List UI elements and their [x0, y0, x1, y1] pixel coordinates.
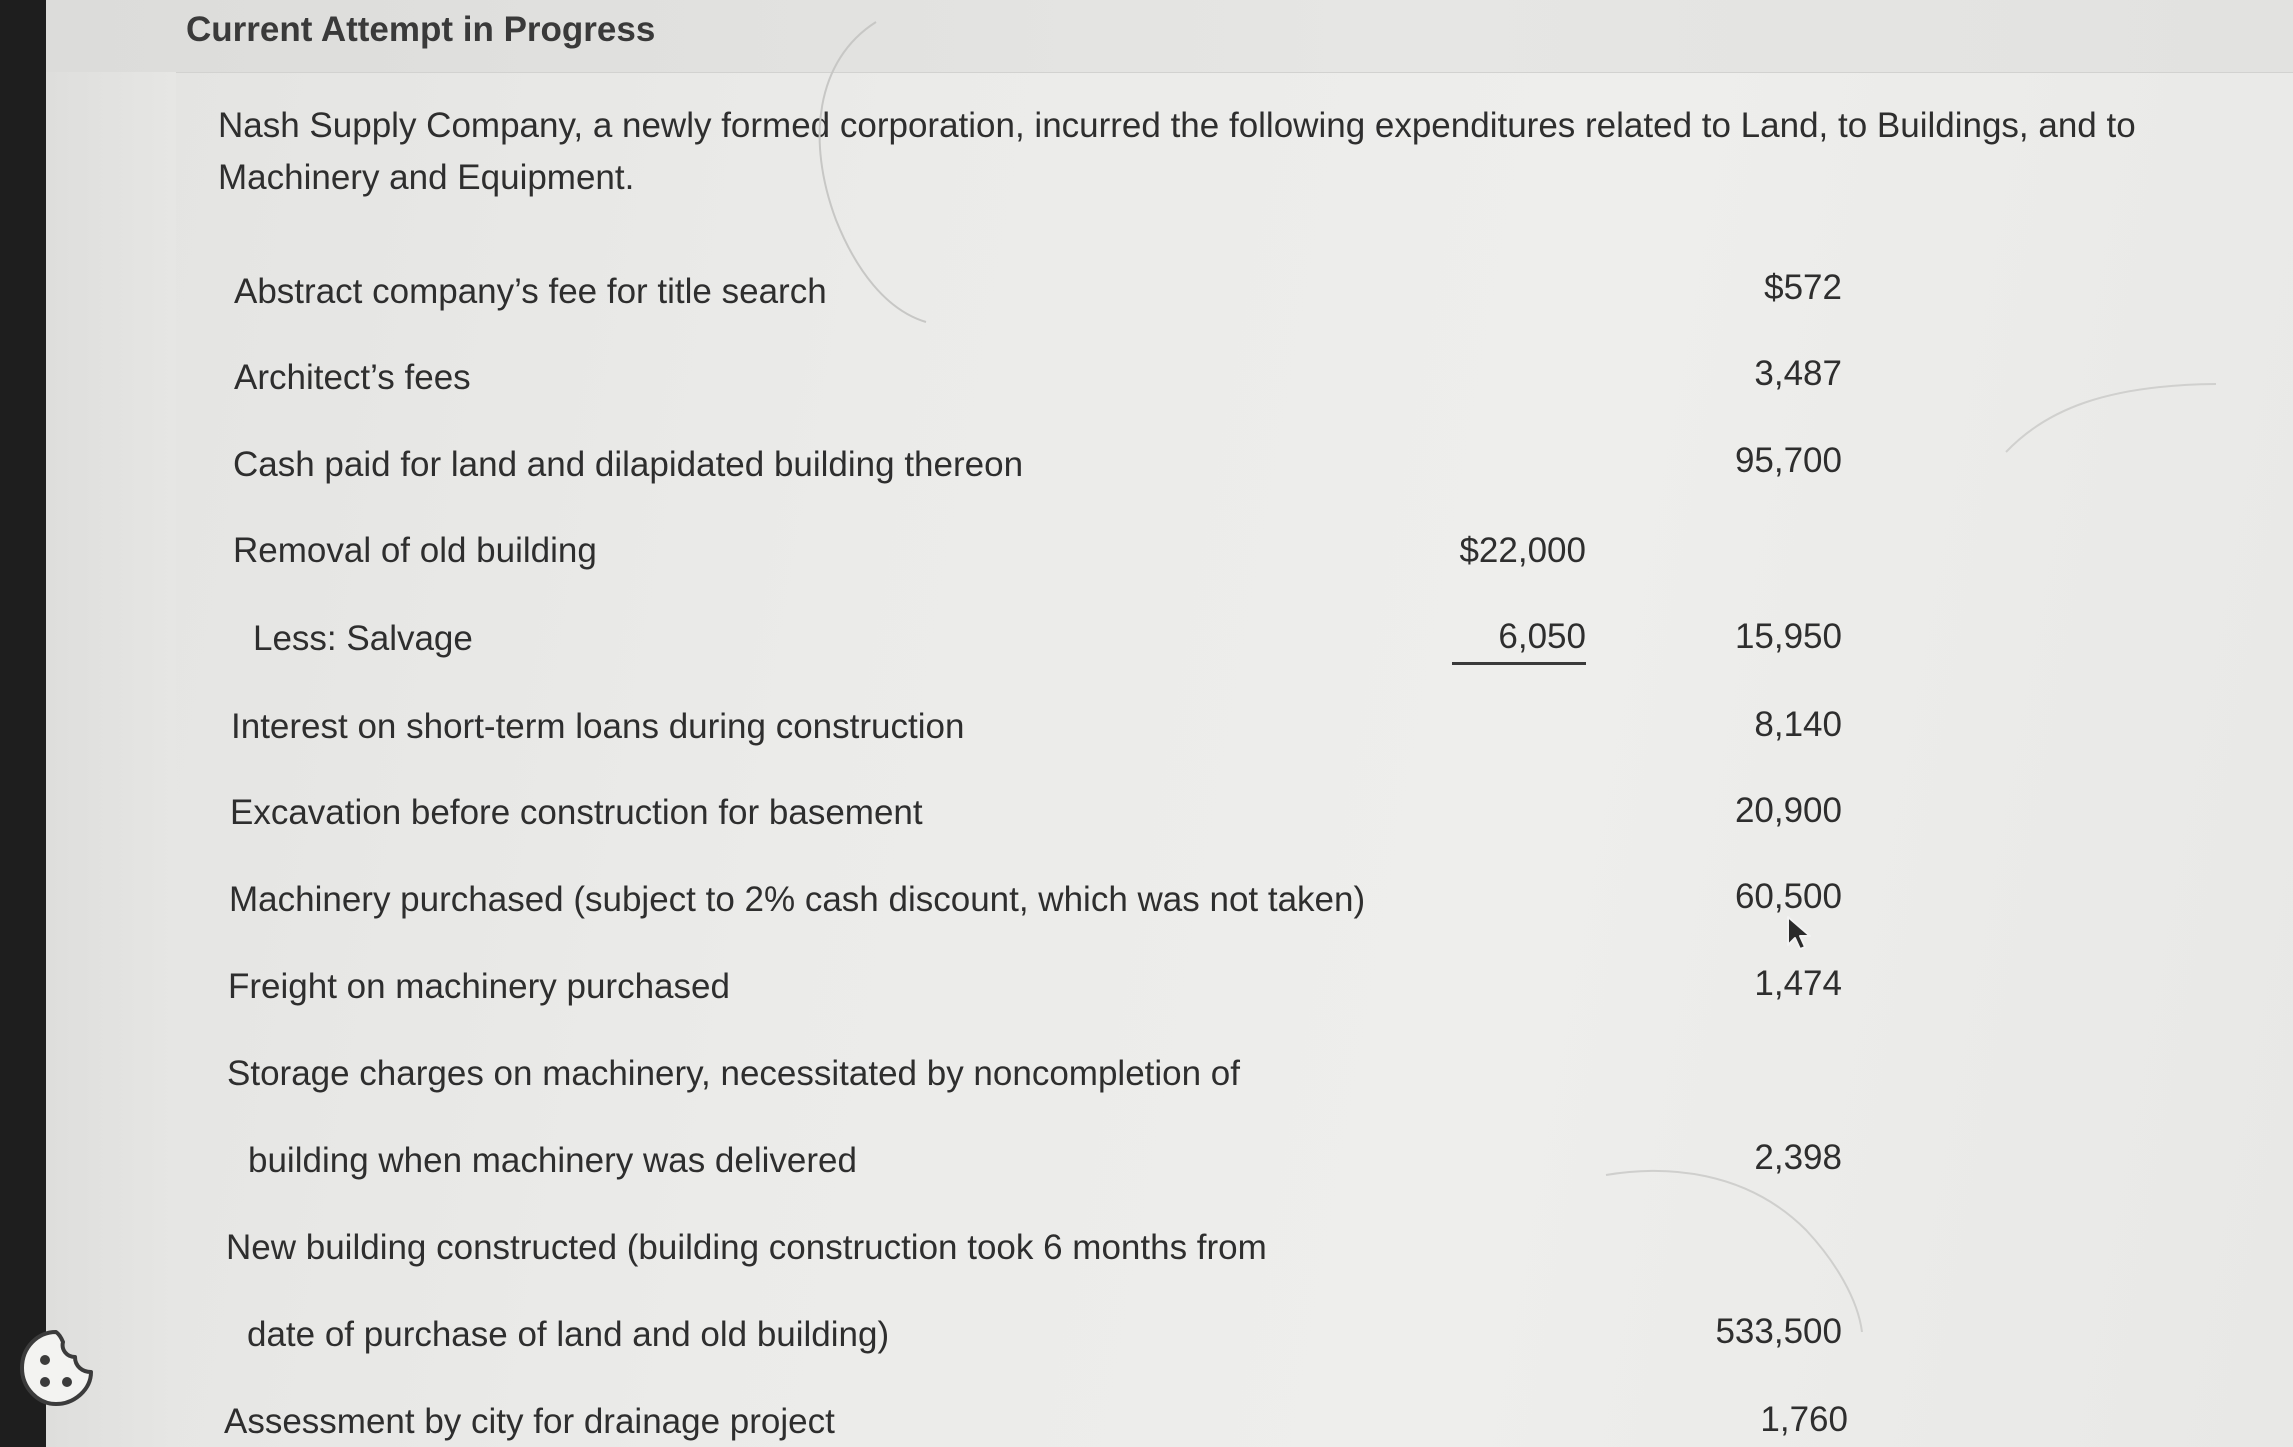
row-amount-freight-machinery: 1,474	[1754, 964, 1842, 1003]
row-label-land-cash: Cash paid for land and dilapidated building thereon	[233, 445, 1024, 484]
row-label-drainage-assessment: Assessment by city for drainage project	[224, 1402, 835, 1441]
row-amount-land-cash: 95,700	[1734, 441, 1842, 480]
cookie-icon	[14, 1326, 98, 1410]
screen	[46, 0, 2293, 1447]
row-label-machinery-purchased: Machinery purchased (subject to 2% cash discount, which was not taken)	[229, 880, 1366, 919]
row-amount-machinery-purchased: 60,500	[1734, 877, 1842, 916]
row-label-storage-charges: Storage charges on machinery, necessitated by noncompletion of	[227, 1054, 1241, 1093]
row-label-new-building: New building constructed (building construction took 6 months from	[226, 1228, 1267, 1267]
row-amount-interest-loans: 8,140	[1754, 705, 1842, 744]
row-label-less-salvage: Less: Salvage	[253, 619, 473, 658]
cookie-preferences-button[interactable]	[14, 1326, 98, 1410]
subtotal-underline	[1452, 662, 1586, 665]
row-amount-storage-charges: 2,398	[1754, 1138, 1842, 1177]
row-label-freight-machinery: Freight on machinery purchased	[228, 967, 730, 1006]
row-label-architect-fees: Architect’s fees	[234, 358, 471, 397]
row-label-storage-charges-cont: building when machinery was delivered	[248, 1141, 857, 1180]
row-label-removal-old-building: Removal of old building	[233, 531, 597, 570]
row-amount-new-building: 533,500	[1715, 1312, 1842, 1351]
row-amount-drainage-assessment: 1,760	[1760, 1400, 1848, 1439]
row-inner-less-salvage: 6,050	[1498, 617, 1586, 656]
row-label-interest-loans: Interest on short-term loans during construction	[231, 707, 965, 746]
row-amount-less-salvage: 15,950	[1734, 617, 1842, 656]
mouse-pointer-icon	[1786, 915, 1812, 951]
row-amount-excavation: 20,900	[1734, 791, 1842, 830]
row-label-new-building-cont: date of purchase of land and old building)	[247, 1315, 890, 1354]
attempt-title: Current Attempt in Progress	[186, 10, 656, 49]
row-amount-title-search: $572	[1764, 268, 1842, 307]
row-label-excavation: Excavation before construction for basement	[230, 793, 923, 832]
row-label-title-search: Abstract company’s fee for title search	[234, 272, 827, 311]
left-gutter	[46, 72, 176, 1447]
problem-intro: Nash Supply Company, a newly formed corporation, incurred the following expenditures related to Land, to Buildings, and to Machinery and Equipment.	[218, 106, 2136, 197]
row-amount-architect-fees: 3,487	[1754, 354, 1842, 393]
row-inner-removal-old-building: $22,000	[1459, 531, 1586, 570]
